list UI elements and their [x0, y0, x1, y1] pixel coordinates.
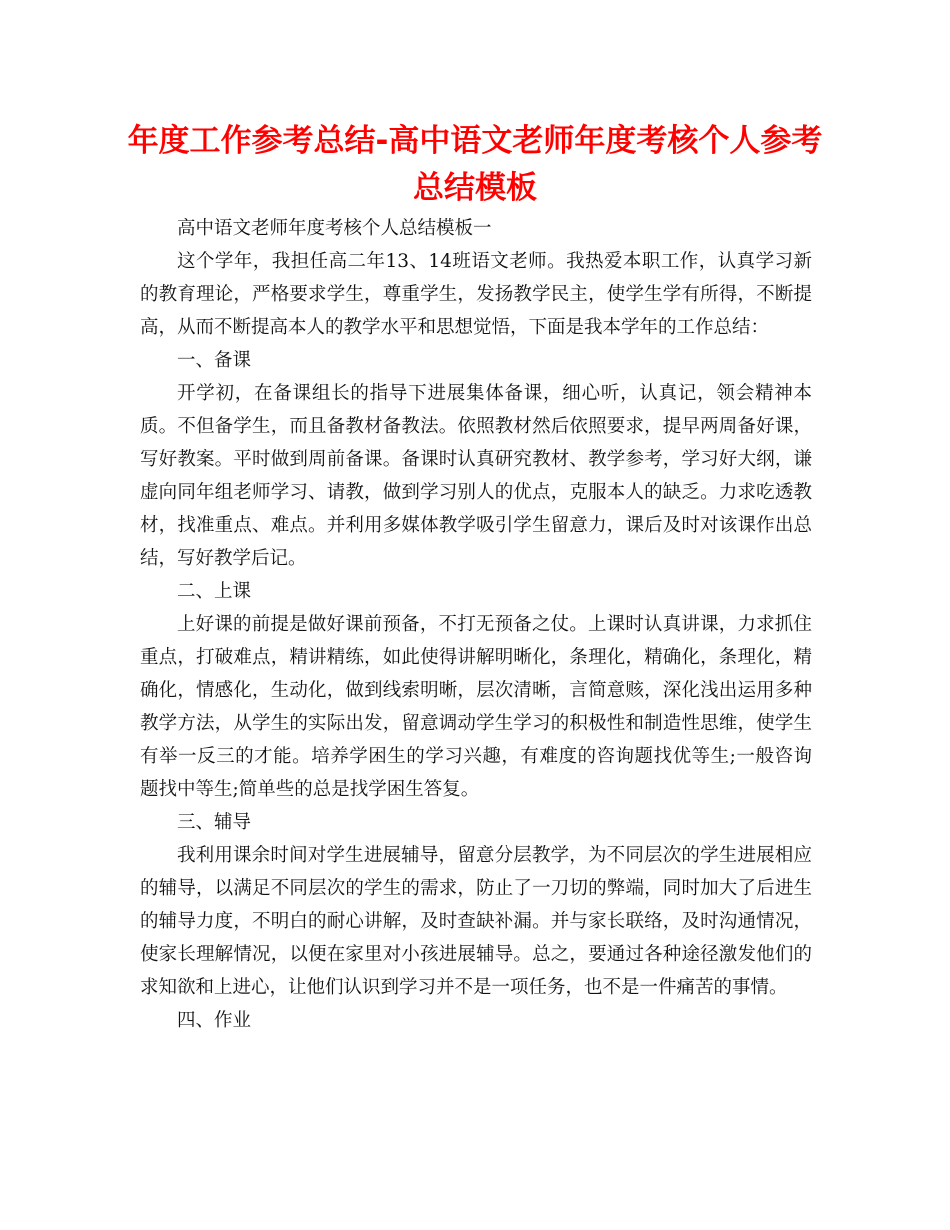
lesson-prep-paragraph: 开学初，在备课组长的指导下进展集体备课，细心听，认真记，领会精神本质。不但备学生，而且备教材备教法。依照教材然后依照要求，提早两周备好课，写好教案。平时做到周前备课。备课时认真研究教材、教学参考，学习好大纲，谦虚向同年组老师学习、请教，做到学习别人的优点，克服本人的缺乏。力求吃透教材，找准重点、难点。并利用多媒体教学吸引学生留意力，课后及时对该课作出总结，写好教学后记。 [140, 383, 812, 569]
section-heading-lesson-prep: 一、备课 [177, 350, 252, 371]
intro-paragraph: 这个学年，我担任高二年13、14班语文老师。我热爱本职工作，认真学习新的教育理论，严格要求学生，尊重学生，发扬教学民主，使学生学有所得，不断提高，从而不断提高本人的教学水平和思想觉悟，下面是我本学年的工作总结： [140, 251, 812, 338]
document-body [140, 212, 812, 1037]
document-title: 年度工作参考总结-高中语文老师年度考核个人参考总结模板 [127, 123, 823, 206]
section-heading-tutoring: 三、辅导 [177, 812, 252, 833]
teaching-paragraph: 上好课的前提是做好课前预备，不打无预备之仗。上课时认真讲课，力求抓住重点，打破难点，精讲精练，如此使得讲解明晰化，条理化，精确化，条理化，精确化，情感化，生动化，做到线索明晰，层次清晰，言简意赅，深化浅出运用多种教学方法，从学生的实际出发，留意调动学生学习的积极性和制造性思维，使学生有举一反三的才能。培养学困生的学习兴趣，有难度的咨询题找优等生;一般咨询题找中等生;简单些的总是找学困生答复。 [140, 614, 812, 800]
tutoring-paragraph: 我利用课余时间对学生进展辅导，留意分层教学，为不同层次的学生进展相应的辅导，以满足不同层次的学生的需求，防止了一刀切的弊端，同时加大了后进生的辅导力度，不明白的耐心讲解，及时查缺补漏。并与家长联络，及时沟通情况，使家长理解情况，以便在家里对小孩进展辅导。总之，要通过各种途径激发他们的求知欲和上进心，让他们认识到学习并不是一项任务，也不是一件痛苦的事情。 [140, 845, 812, 998]
section-heading-homework: 四、作业 [177, 1010, 252, 1031]
subtitle-paragraph: 高中语文老师年度考核个人总结模板一 [177, 218, 492, 239]
section-heading-teaching: 二、上课 [177, 581, 252, 602]
